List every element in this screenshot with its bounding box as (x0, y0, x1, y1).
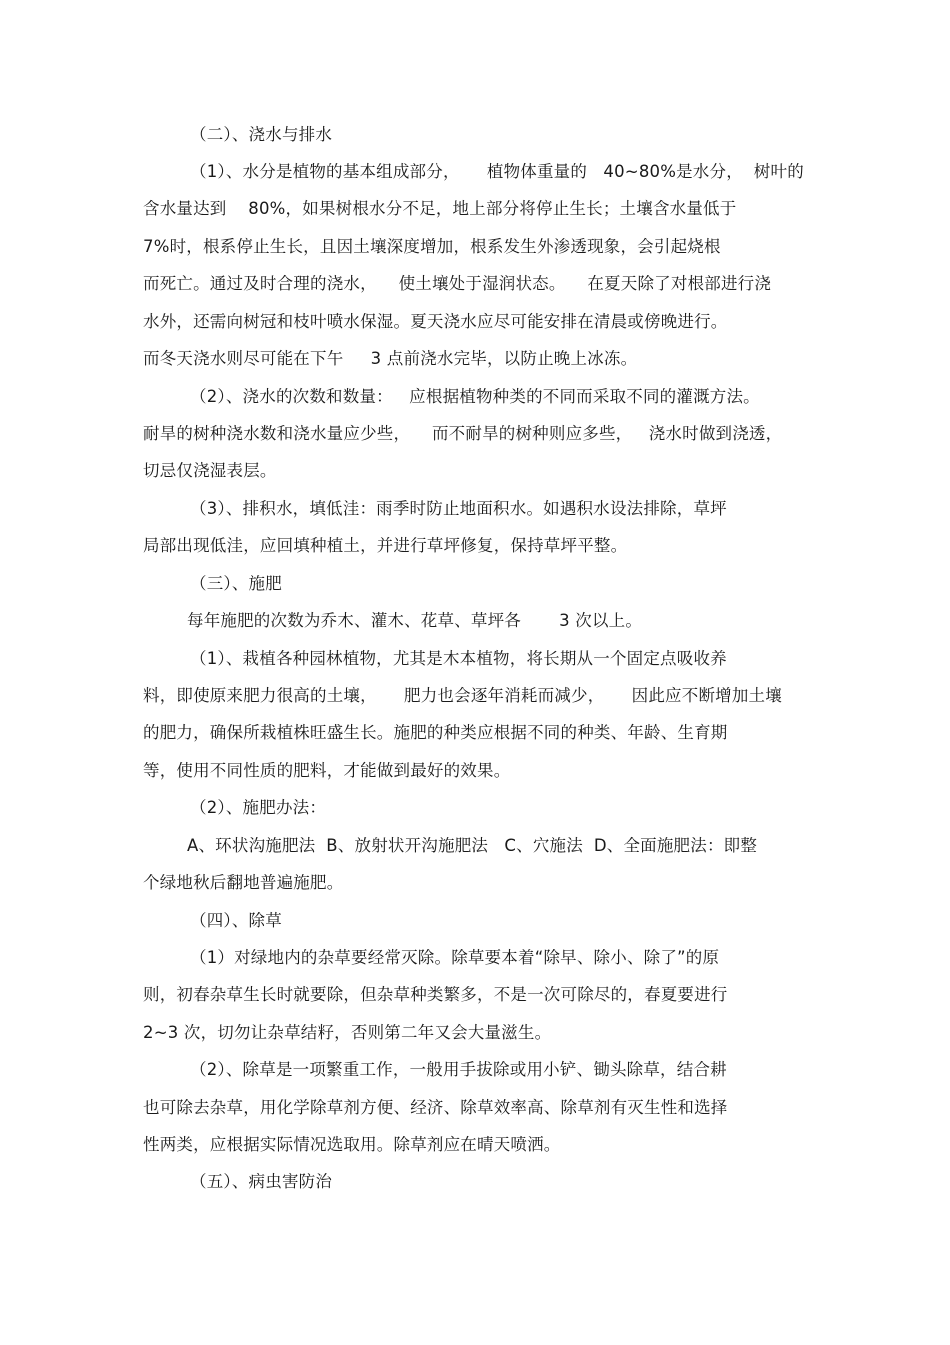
paragraph-line: A、环状沟施肥法 B、放射状开沟施肥法 C、穴施法 D、全面施肥法：即整 (187, 836, 758, 855)
section-heading-watering: （二）、浇水与排水 (190, 125, 333, 144)
paragraph-line: 7%时，根系停止生长，且因土壤深度增加，根系发生外渗透现象，会引起烧根 (143, 237, 721, 256)
section-heading-pest-control: （五）、病虫害防治 (190, 1172, 333, 1191)
paragraph-line: 的肥力，确保所栽植株旺盛生长。施肥的种类应根据不同的种类、年龄、生育期 (143, 723, 728, 742)
paragraph-line: 耐旱的树种浇水数和浇水量应少些， 而不耐旱的树种则应多些， 浇水时做到浇透， (143, 424, 783, 443)
paragraph-line: （1）、栽植各种园林植物，尤其是木本植物，将长期从一个固定点吸收养 (190, 649, 727, 668)
paragraph-line: 含水量达到 80%，如果树根水分不足，地上部分将停止生长；土壤含水量低于 (143, 199, 737, 218)
paragraph-line: （2）、施肥办法： (190, 798, 327, 817)
paragraph-line: 而死亡。通过及时合理的浇水， 使土壤处于湿润状态。 在夏天除了对根部进行浇 (143, 274, 772, 293)
paragraph-line: 个绿地秋后翻地普遍施肥。 (143, 873, 344, 892)
paragraph-line: 水外，还需向树冠和枝叶喷水保湿。夏天浇水应尽可能安排在清晨或傍晚进行。 (143, 312, 728, 331)
paragraph-line: 2~3 次，切勿让杂草结籽，否则第二年又会大量滋生。 (143, 1023, 552, 1042)
section-heading-weeding: （四）、除草 (190, 911, 282, 930)
section-heading-fertilizing: （三）、施肥 (190, 574, 282, 593)
paragraph-line: 性两类，应根据实际情况选取用。除草剂应在晴天喷洒。 (143, 1135, 561, 1154)
paragraph-line: （1）、水分是植物的基本组成部分， 植物体重量的 40~80%是水分， 树叶的 (190, 162, 804, 181)
paragraph-line: （1）对绿地内的杂草要经常灭除。除草要本着“除早、除小、除了”的原 (190, 948, 720, 967)
paragraph-line: 每年施肥的次数为乔木、灌木、花草、草坪各 3 次以上。 (187, 611, 643, 630)
paragraph-line: 而冬天浇水则尽可能在下午 3 点前浇水完毕，以防止晚上冰冻。 (143, 349, 638, 368)
paragraph-line: 料，即使原来肥力很高的土壤， 肥力也会逐年消耗而减少， 因此应不断增加土壤 (143, 686, 782, 705)
paragraph-line: （2）、浇水的次数和数量： 应根据植物种类的不同而采取不同的灌溉方法。 (190, 387, 760, 406)
paragraph-line: （3）、排积水，填低洼：雨季时防止地面积水。如遇积水设法排除，草坪 (190, 499, 727, 518)
paragraph-line: 切忌仅浇湿表层。 (143, 461, 277, 480)
paragraph-line: 局部出现低洼，应回填种植土，并进行草坪修复，保持草坪平整。 (143, 536, 628, 555)
paragraph-line: 也可除去杂草，用化学除草剂方便、经济、除草效率高、除草剂有灭生性和选择 (143, 1098, 728, 1117)
paragraph-line: 等，使用不同性质的肥料，才能做到最好的效果。 (143, 761, 511, 780)
paragraph-line: （2）、除草是一项繁重工作，一般用手拔除或用小铲、锄头除草，结合耕 (190, 1060, 727, 1079)
paragraph-line: 则，初春杂草生长时就要除，但杂草种类繁多，不是一次可除尽的，春夏要进行 (143, 985, 728, 1004)
